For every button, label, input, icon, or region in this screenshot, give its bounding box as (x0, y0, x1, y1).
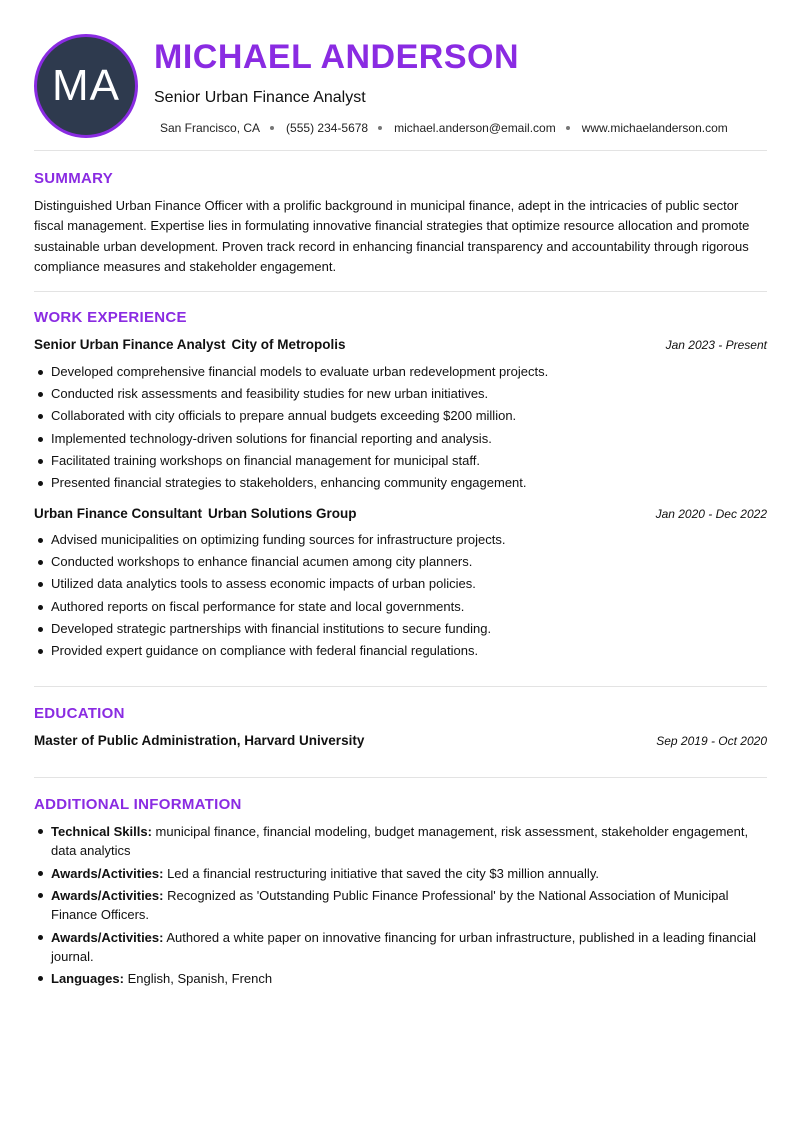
section-title-summary: SUMMARY (34, 170, 114, 187)
contact-location: San Francisco, CA (160, 121, 261, 135)
summary-text: Distinguished Urban Finance Officer with a prolific background in municipal finance, adept in the intricacies of public sector fiscal management. Expertise lies in formulating innovative financial strategies that optimize resource allocation and promote sustainable urban development. Proven track record in enhancing financial transparency and accountability through rigorous compliance measures and stakeholder engagement. (34, 198, 750, 274)
list-item: Developed strategic partnerships with financial institutions to secure funding. (34, 618, 767, 640)
divider (34, 686, 767, 687)
divider (34, 777, 767, 778)
job-date: Jan 2020 - Dec 2022 (655, 507, 767, 521)
section-title-experience: WORK EXPERIENCE (34, 309, 187, 326)
list-item (34, 864, 767, 883)
item-label: Technical Skills: (51, 824, 152, 839)
additional-list (34, 822, 767, 992)
item-label: Awards/Activities: (51, 929, 164, 945)
divider (34, 150, 767, 151)
section-title-education: EDUCATION (34, 705, 125, 722)
contact-phone: (555) 234-5678 (286, 121, 369, 135)
item-label: Awards/Activities: (51, 865, 164, 881)
list-item (34, 822, 767, 860)
education-date: Sep 2019 - Oct 2020 (656, 734, 767, 748)
job-header (34, 337, 767, 352)
item-text: Recognized as 'Outstanding Public Finance Professional' by the National Association of Municipal Finance Officers. (51, 888, 729, 922)
avatar-initials: MA (52, 61, 120, 110)
item-text: English, Spanish, French (123, 971, 273, 986)
section-title-additional: ADDITIONAL INFORMATION (34, 796, 242, 813)
contact-email[interactable]: michael.anderson@email.com (394, 121, 556, 135)
list-item: Authored reports on fiscal performance for state and local governments. (34, 596, 767, 618)
education-degree: Master of Public Administration, Harvard University (34, 733, 365, 748)
contact-website[interactable]: www.michaelanderson.com (581, 121, 728, 135)
job-title (34, 337, 346, 352)
job-company: Urban Solutions Group (208, 506, 357, 521)
candidate-name: MICHAEL ANDERSON (154, 38, 520, 76)
item-text: Led a financial restructuring initiative that saved the city $3 million annually. (163, 865, 599, 881)
list-item: Developed comprehensive financial models to evaluate urban redevelopment projects. (34, 361, 767, 383)
list-item: Provided expert guidance on compliance with federal financial regulations. (34, 640, 767, 662)
divider (34, 291, 767, 292)
item-label: Languages: (51, 971, 124, 986)
job-date: Jan 2023 - Present (665, 338, 767, 352)
job-bullets (34, 361, 767, 494)
list-item: Facilitated training workshops on financial management for municipal staff. (34, 450, 767, 472)
job-company: City of Metropolis (231, 337, 346, 352)
separator-dot (270, 126, 274, 130)
item-text: Authored a white paper on innovative financing for urban infrastructure, published in a leading financial journal. (51, 929, 757, 964)
list-item: Implemented technology-driven solutions for financial reporting and analysis. (34, 428, 767, 450)
separator-dot (378, 126, 382, 130)
list-item: Collaborated with city officials to prepare annual budgets exceeding $200 million. (34, 405, 767, 427)
list-item (34, 928, 767, 966)
list-item (34, 886, 767, 924)
item-label: Awards/Activities: (51, 888, 164, 903)
job-role: Senior Urban Finance Analyst (34, 337, 226, 352)
avatar (34, 34, 138, 138)
list-item: Presented financial strategies to stakeholders, enhancing community engagement. (34, 472, 767, 494)
list-item: Utilized data analytics tools to assess economic impacts of urban policies. (34, 573, 767, 595)
list-item: Conducted workshops to enhance financial acumen among city planners. (34, 551, 767, 573)
list-item: Advised municipalities on optimizing funding sources for infrastructure projects. (34, 529, 767, 551)
candidate-role: Senior Urban Finance Analyst (154, 89, 366, 106)
job-role: Urban Finance Consultant (34, 506, 203, 521)
contact-line (160, 121, 728, 135)
item-text: municipal finance, financial modeling, budget management, risk assessment, stakeholder engagement, data analytics (51, 824, 749, 858)
job-title (34, 506, 357, 521)
separator-dot (566, 126, 570, 130)
job-header (34, 506, 767, 521)
job-bullets (34, 529, 767, 662)
list-item: Conducted risk assessments and feasibility studies for new urban initiatives. (34, 383, 767, 405)
list-item (34, 969, 767, 988)
education-entry (34, 733, 767, 748)
